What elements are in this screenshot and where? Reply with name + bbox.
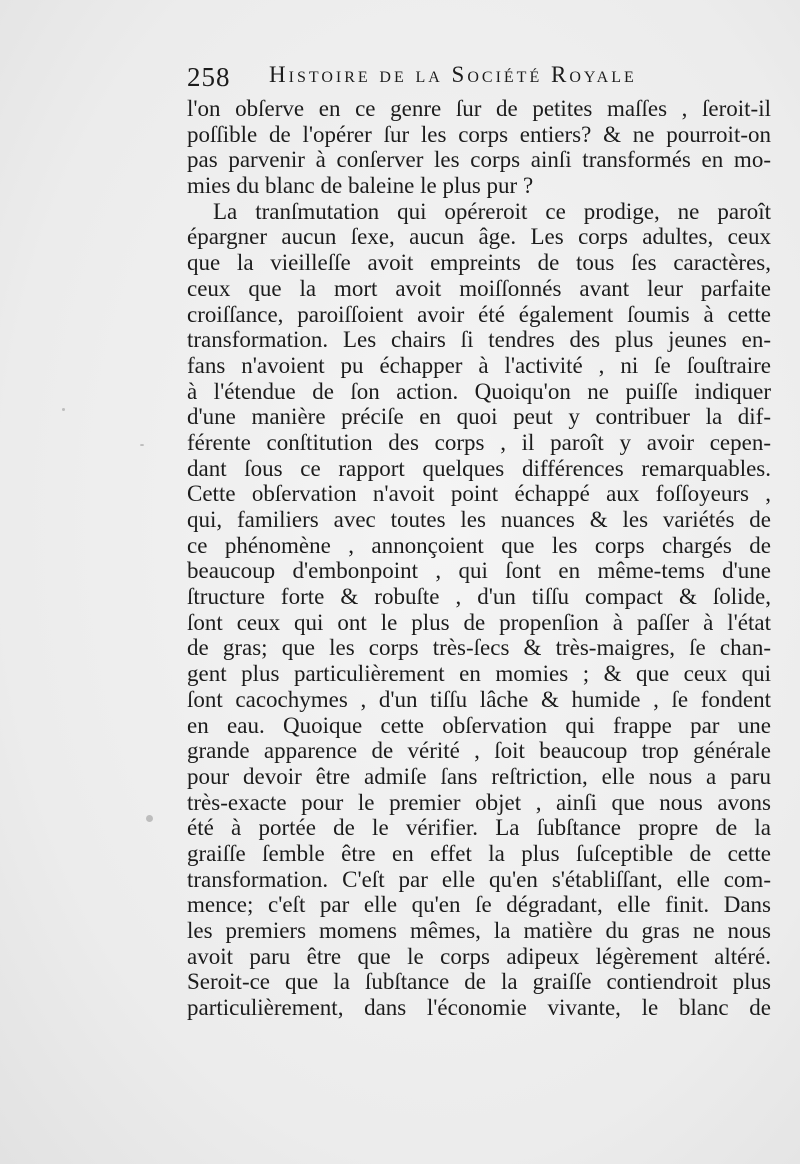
text-line: mence; c'eſt par elle qu'en ſe dégradant, elle finit. Dans [187, 892, 771, 918]
text-line: grande apparence de vérité , ſoit beaucoup trop générale [187, 738, 771, 764]
page-number: 258 [187, 62, 231, 92]
paper-speck [146, 815, 153, 822]
text-line: pour devoir être admiſe ſans reſtriction, elle nous a paru [187, 763, 771, 789]
text-line: ceux que la mort avoit moiſſonnés avant leur parfaite [187, 275, 771, 301]
text-line: très-exacte pour le premier objet , ainſi que nous avons [187, 789, 771, 815]
text-line: pas parvenir à conſerver les corps ainſi transformés en mo- [187, 147, 771, 173]
text-line: l'on obſerve en ce genre ſur de petites maſſes , ſeroit-il [187, 96, 771, 121]
text-line: transformation. C'eſt par elle qu'en s'établiſſant, elle com- [187, 866, 771, 892]
text-line: particulièrement, dans l'économie vivante, le blanc de [187, 995, 771, 1021]
text-line: gent plus particulièrement en momies ; & que ceux qui [187, 661, 771, 687]
text-line: qui, familiers avec toutes les nuances & les variétés de [187, 507, 771, 532]
text-line: La tranſmutation qui opéreroit ce prodige, ne paroît [213, 198, 771, 224]
text-line: les premiers momens mêmes, la matière du gras ne nous [187, 918, 771, 943]
text-line: avoit paru être que le corps adipeux légèrement altéré. [187, 943, 771, 969]
text-line: ſont cacochymes , d'un tiſſu lâche & humide , ſe fondent [187, 686, 771, 712]
paper-speck [62, 408, 65, 411]
text-line: férente conſtitution des corps , il paroît y avoir cepen- [187, 429, 771, 455]
running-title: Histoire de la Société Royale [269, 62, 637, 87]
text-line: à l'étendue de ſon action. Quoiqu'on ne puiſſe indiquer [187, 378, 771, 404]
text-line: beaucoup d'embonpoint , qui ſont en même-tems d'une [187, 558, 771, 584]
text-line: Seroit-ce que la ſubſtance de la graiſſe contiendroit plus [187, 969, 771, 995]
text-line: ſont ceux qui ont le plus de propenſion à paſſer à l'état [187, 609, 771, 635]
text-line: de gras; que les corps très-ſecs & très-maigres, ſe chan- [187, 635, 771, 661]
text-line: d'une manière préciſe en quoi peut y contribuer la dif- [187, 404, 771, 430]
text-line: poſſible de l'opérer ſur les corps entiers? & ne pourroit-on [187, 121, 771, 147]
text-line: graiſſe ſemble être en effet la plus ſuſceptible de cette [187, 840, 771, 866]
text-line: en eau. Quoique cette obſervation qui frappe par une [187, 712, 771, 738]
page-header [187, 62, 747, 98]
text-line: ſtructure forte & robuſte , d'un tiſſu compact & ſolide, [187, 584, 771, 610]
paper-speck [140, 444, 144, 446]
text-line: transformation. Les chairs ſi tendres des plus jeunes en- [187, 327, 771, 353]
text-line: Cette obſervation n'avoit point échappé aux foſſoyeurs , [187, 481, 771, 507]
text-line: croiſſance, paroiſſoient avoir été également ſoumis à cette [187, 301, 771, 327]
text-line: ce phénomène , annonçoient que les corps chargés de [187, 532, 771, 558]
text-line: mies du blanc de baleine le plus pur ? [187, 173, 534, 199]
text-line: que la vieilleſſe avoit empreints de tous ſes caractères, [187, 250, 771, 276]
text-line: dant ſous ce rapport quelques différences remarquables. [187, 455, 771, 481]
text-line: fans n'avoient pu échapper à l'activité , ni ſe ſouſtraire [187, 352, 771, 378]
body-text [187, 96, 771, 1021]
text-line: épargner aucun ſexe, aucun âge. Les corps adultes, ceux [187, 224, 771, 250]
text-line: été à portée de le vérifier. La ſubſtance propre de la [187, 815, 771, 841]
